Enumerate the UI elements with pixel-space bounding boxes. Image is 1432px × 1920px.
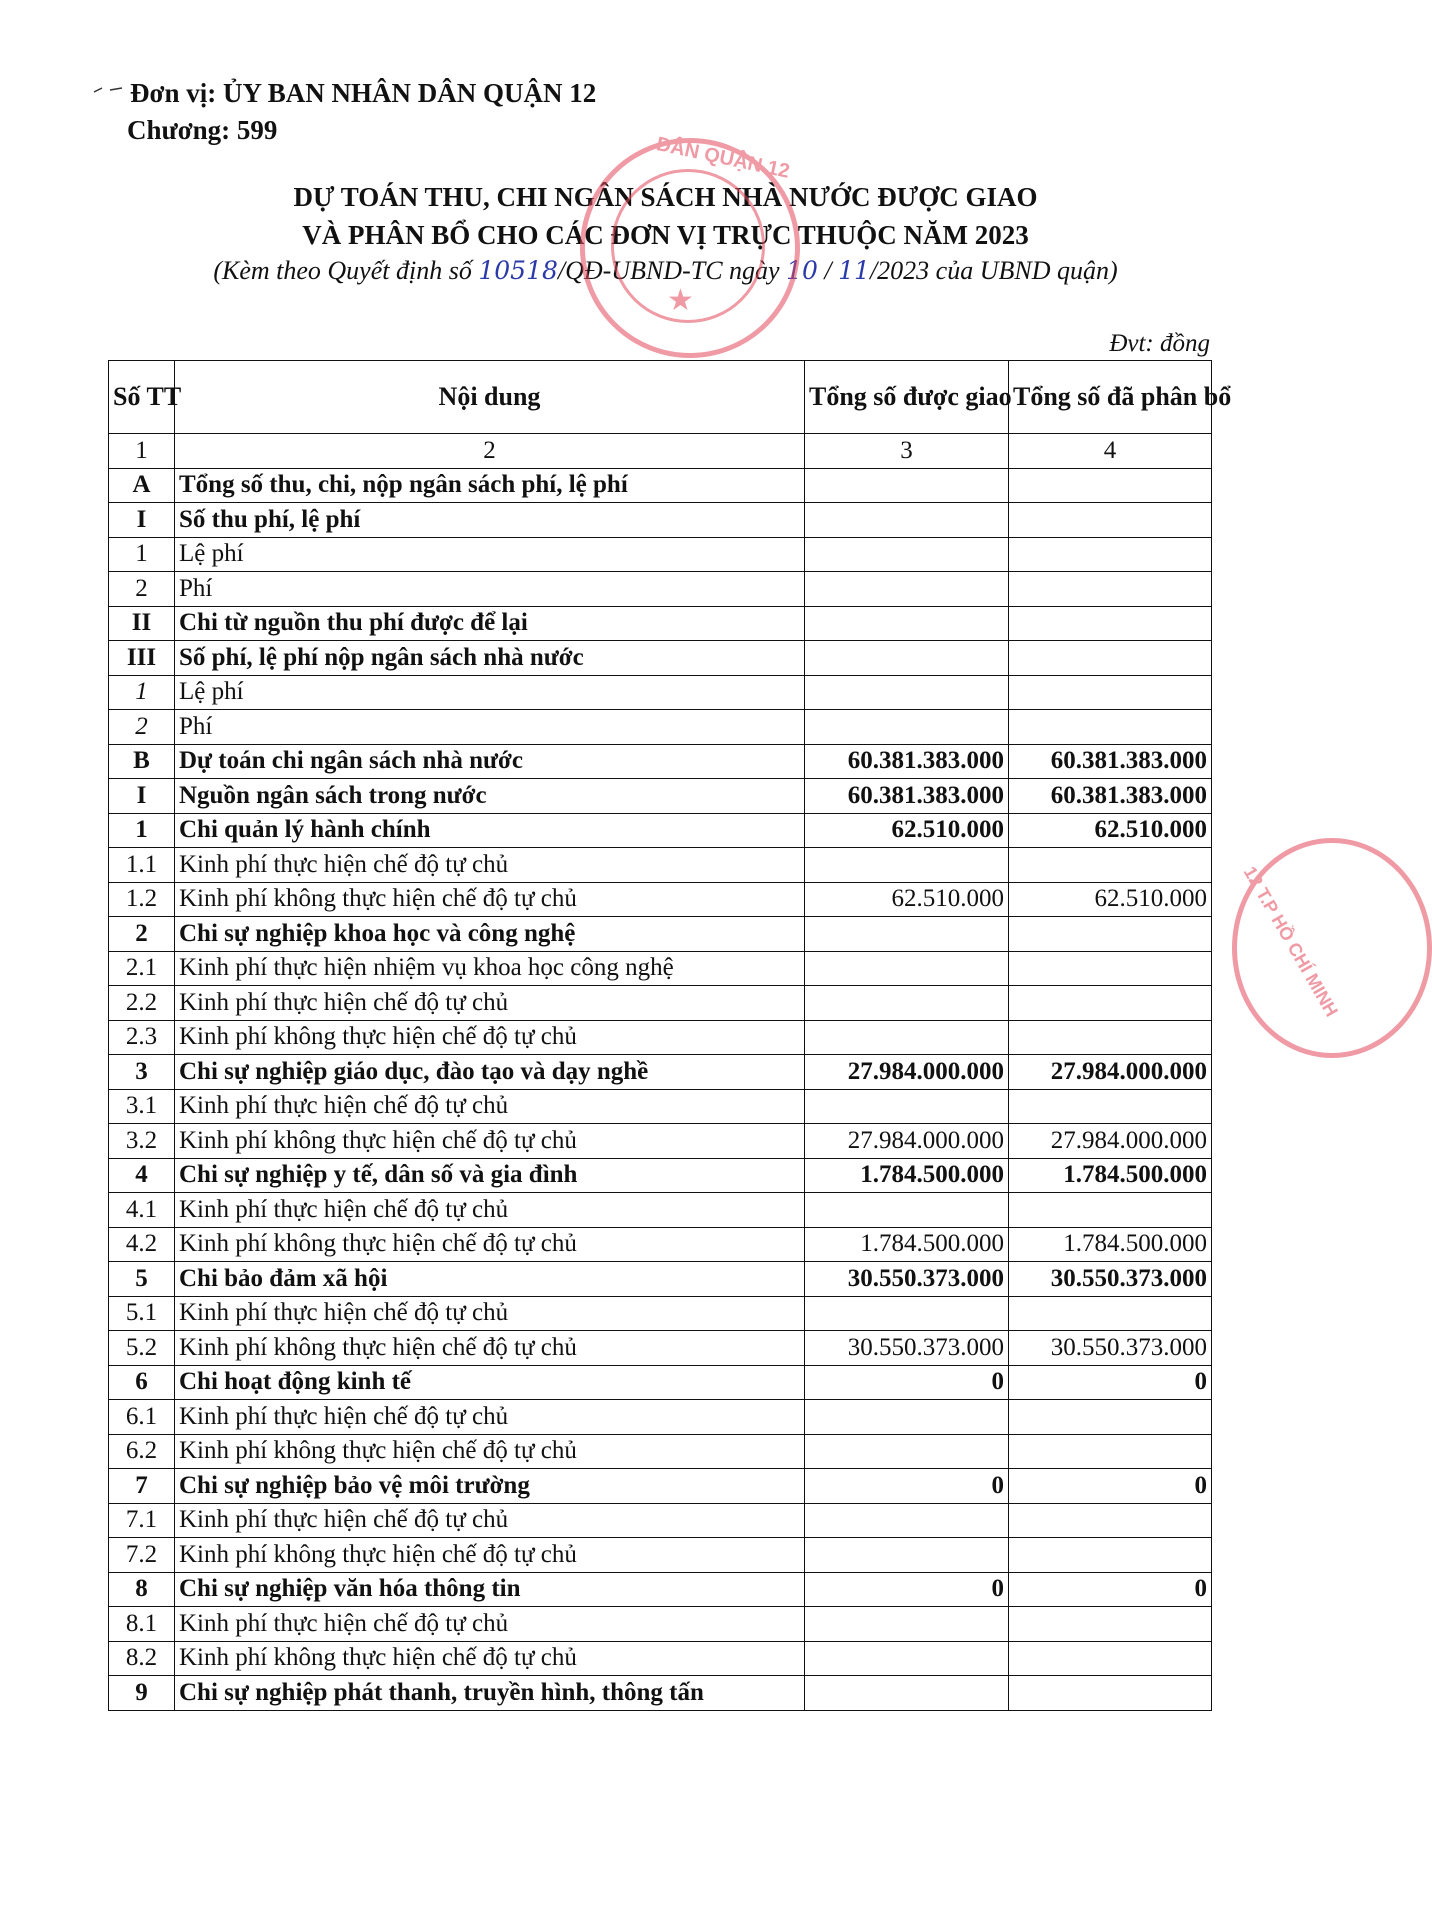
row-assigned-amount xyxy=(805,1503,1009,1538)
row-assigned-amount xyxy=(805,917,1009,952)
row-number-cell: 1 xyxy=(109,537,175,572)
header-allocated: Tổng số đã phân bổ xyxy=(1009,361,1212,434)
row-allocated-amount: 62.510.000 xyxy=(1009,813,1212,848)
table-row xyxy=(109,1434,1212,1469)
row-content-cell: Chi sự nghiệp khoa học và công nghệ xyxy=(175,917,805,952)
decision-day: 10 xyxy=(786,256,818,285)
row-content-cell: Kinh phí không thực hiện chế độ tự chủ xyxy=(175,1331,805,1366)
row-content-cell: Chi hoạt động kinh tế xyxy=(175,1365,805,1400)
row-content-cell: Kinh phí không thực hiện chế độ tự chủ xyxy=(175,1227,805,1262)
row-allocated-amount xyxy=(1009,606,1212,641)
row-allocated-amount xyxy=(1009,710,1212,745)
row-number-cell: 4 xyxy=(109,1158,175,1193)
table-row xyxy=(109,813,1212,848)
table-row xyxy=(109,1331,1212,1366)
table-row xyxy=(109,1676,1212,1711)
row-content-cell: Kinh phí thực hiện chế độ tự chủ xyxy=(175,848,805,883)
decision-mid: /QĐ-UBND-TC ngày xyxy=(557,256,787,285)
table-row xyxy=(109,537,1212,572)
row-content-cell: Phí xyxy=(175,710,805,745)
row-allocated-amount xyxy=(1009,1503,1212,1538)
decision-sep: / xyxy=(817,256,839,285)
table-row xyxy=(109,606,1212,641)
row-number-cell: 9 xyxy=(109,1676,175,1711)
row-assigned-amount xyxy=(805,848,1009,883)
row-allocated-amount xyxy=(1009,1089,1212,1124)
row-allocated-amount xyxy=(1009,641,1212,676)
row-allocated-amount: 60.381.383.000 xyxy=(1009,779,1212,814)
row-number-cell: 5.1 xyxy=(109,1296,175,1331)
row-content-cell: Kinh phí thực hiện nhiệm vụ khoa học công nghệ xyxy=(175,951,805,986)
row-allocated-amount: 0 xyxy=(1009,1469,1212,1504)
row-allocated-amount: 1.784.500.000 xyxy=(1009,1227,1212,1262)
row-content-cell: Lệ phí xyxy=(175,537,805,572)
row-number-cell: A xyxy=(109,468,175,503)
official-seal-stamp xyxy=(580,133,800,358)
row-assigned-amount xyxy=(805,675,1009,710)
row-number-cell: 1 xyxy=(109,675,175,710)
row-content-cell: Số phí, lệ phí nộp ngân sách nhà nước xyxy=(175,641,805,676)
row-assigned-amount xyxy=(805,986,1009,1021)
row-allocated-amount xyxy=(1009,1607,1212,1642)
row-content-cell: Kinh phí không thực hiện chế độ tự chủ xyxy=(175,1434,805,1469)
row-number-cell: 6 xyxy=(109,1365,175,1400)
row-allocated-amount: 0 xyxy=(1009,1365,1212,1400)
row-allocated-amount xyxy=(1009,1020,1212,1055)
table-row xyxy=(109,1020,1212,1055)
row-allocated-amount: 27.984.000.000 xyxy=(1009,1124,1212,1159)
decision-prefix: (Kèm theo Quyết định số xyxy=(213,256,479,285)
row-number-cell: 4.2 xyxy=(109,1227,175,1262)
row-assigned-amount xyxy=(805,1089,1009,1124)
table-row xyxy=(109,1607,1212,1642)
row-content-cell: Kinh phí không thực hiện chế độ tự chủ xyxy=(175,1538,805,1573)
row-number-cell: 2 xyxy=(109,917,175,952)
row-assigned-amount xyxy=(805,710,1009,745)
row-number-cell: 7.2 xyxy=(109,1538,175,1573)
table-row xyxy=(109,503,1212,538)
row-allocated-amount xyxy=(1009,1641,1212,1676)
row-content-cell: Chi bảo đảm xã hội xyxy=(175,1262,805,1297)
row-assigned-amount xyxy=(805,1676,1009,1711)
row-content-cell: Lệ phí xyxy=(175,675,805,710)
table-row xyxy=(109,1193,1212,1228)
row-content-cell: Chi từ nguồn thu phí được để lại xyxy=(175,606,805,641)
table-row xyxy=(109,1400,1212,1435)
table-row xyxy=(109,468,1212,503)
row-assigned-amount xyxy=(805,606,1009,641)
row-number-cell: II xyxy=(109,606,175,641)
table-row xyxy=(109,1262,1212,1297)
row-content-cell: Phí xyxy=(175,572,805,607)
row-allocated-amount: 60.381.383.000 xyxy=(1009,744,1212,779)
row-number-cell: 6.1 xyxy=(109,1400,175,1435)
table-row xyxy=(109,572,1212,607)
row-allocated-amount xyxy=(1009,1296,1212,1331)
row-content-cell: Kinh phí không thực hiện chế độ tự chủ xyxy=(175,1641,805,1676)
row-assigned-amount: 0 xyxy=(805,1365,1009,1400)
row-assigned-amount: 1.784.500.000 xyxy=(805,1227,1009,1262)
row-assigned-amount xyxy=(805,1607,1009,1642)
row-assigned-amount: 30.550.373.000 xyxy=(805,1262,1009,1297)
row-number-cell: 7 xyxy=(109,1469,175,1504)
row-allocated-amount xyxy=(1009,572,1212,607)
row-content-cell: Kinh phí thực hiện chế độ tự chủ xyxy=(175,1607,805,1642)
row-number-cell: 7.1 xyxy=(109,1503,175,1538)
budget-table-body xyxy=(109,468,1212,1710)
row-allocated-amount xyxy=(1009,675,1212,710)
header-content: Nội dung xyxy=(175,361,805,434)
row-number-cell: I xyxy=(109,503,175,538)
row-allocated-amount: 1.784.500.000 xyxy=(1009,1158,1212,1193)
row-allocated-amount: 27.984.000.000 xyxy=(1009,1055,1212,1090)
row-allocated-amount xyxy=(1009,1538,1212,1573)
budget-table xyxy=(108,360,1232,1711)
row-assigned-amount: 0 xyxy=(805,1469,1009,1504)
row-number-cell: 2.3 xyxy=(109,1020,175,1055)
row-number-cell: 8 xyxy=(109,1572,175,1607)
table-row xyxy=(109,1055,1212,1090)
row-assigned-amount: 27.984.000.000 xyxy=(805,1055,1009,1090)
row-allocated-amount xyxy=(1009,1434,1212,1469)
row-content-cell: Kinh phí thực hiện chế độ tự chủ xyxy=(175,1296,805,1331)
row-assigned-amount: 60.381.383.000 xyxy=(805,744,1009,779)
table-row xyxy=(109,951,1212,986)
row-assigned-amount: 27.984.000.000 xyxy=(805,1124,1009,1159)
row-content-cell: Kinh phí thực hiện chế độ tự chủ xyxy=(175,1503,805,1538)
row-allocated-amount xyxy=(1009,503,1212,538)
row-assigned-amount xyxy=(805,1400,1009,1435)
row-content-cell: Chi quản lý hành chính xyxy=(175,813,805,848)
index-cell: 3 xyxy=(805,434,1009,469)
table-row xyxy=(109,1538,1212,1573)
seal-text: DÂN QUẬN 12 xyxy=(654,133,792,183)
row-assigned-amount xyxy=(805,1296,1009,1331)
header-stt: Số TT xyxy=(109,361,175,434)
pen-mark-icon xyxy=(92,80,132,100)
row-content-cell: Kinh phí thực hiện chế độ tự chủ xyxy=(175,1193,805,1228)
row-assigned-amount: 1.784.500.000 xyxy=(805,1158,1009,1193)
row-number-cell: 5.2 xyxy=(109,1331,175,1366)
row-number-cell: 3.1 xyxy=(109,1089,175,1124)
row-content-cell: Nguồn ngân sách trong nước xyxy=(175,779,805,814)
row-assigned-amount xyxy=(805,572,1009,607)
table-row xyxy=(109,744,1212,779)
row-assigned-amount xyxy=(805,1538,1009,1573)
row-content-cell: Kinh phí thực hiện chế độ tự chủ xyxy=(175,986,805,1021)
row-number-cell: 3.2 xyxy=(109,1124,175,1159)
row-assigned-amount: 30.550.373.000 xyxy=(805,1331,1009,1366)
row-number-cell: 1.2 xyxy=(109,882,175,917)
row-content-cell: Chi sự nghiệp bảo vệ môi trường xyxy=(175,1469,805,1504)
table-row xyxy=(109,1641,1212,1676)
row-number-cell: 2.1 xyxy=(109,951,175,986)
row-assigned-amount xyxy=(805,468,1009,503)
document-title-line1: DỰ TOÁN THU, CHI NGÂN SÁCH NHÀ NƯỚC ĐƯỢC GIAO xyxy=(293,182,1038,212)
row-assigned-amount xyxy=(805,1020,1009,1055)
row-assigned-amount xyxy=(805,537,1009,572)
row-allocated-amount xyxy=(1009,986,1212,1021)
row-content-cell: Số thu phí, lệ phí xyxy=(175,503,805,538)
row-allocated-amount xyxy=(1009,848,1212,883)
row-content-cell: Chi sự nghiệp phát thanh, truyền hình, thông tấn xyxy=(175,1676,805,1711)
row-allocated-amount: 30.550.373.000 xyxy=(1009,1331,1212,1366)
row-number-cell: 3 xyxy=(109,1055,175,1090)
decision-suffix: /2023 của UBND quận) xyxy=(869,256,1118,285)
row-allocated-amount xyxy=(1009,1193,1212,1228)
row-number-cell: 1.1 xyxy=(109,848,175,883)
row-allocated-amount xyxy=(1009,1676,1212,1711)
row-content-cell: Dự toán chi ngân sách nhà nước xyxy=(175,744,805,779)
issuing-unit: Đơn vị: ỦY BAN NHÂN DÂN QUẬN 12 xyxy=(130,78,597,108)
table-row xyxy=(109,1227,1212,1262)
table-row xyxy=(109,1503,1212,1538)
row-allocated-amount xyxy=(1009,917,1212,952)
row-content-cell: Kinh phí không thực hiện chế độ tự chủ xyxy=(175,1020,805,1055)
row-number-cell: I xyxy=(109,779,175,814)
index-cell: 2 xyxy=(175,434,805,469)
row-number-cell: 6.2 xyxy=(109,1434,175,1469)
row-number-cell: 2.2 xyxy=(109,986,175,1021)
row-allocated-amount: 62.510.000 xyxy=(1009,882,1212,917)
row-allocated-amount xyxy=(1009,468,1212,503)
index-cell: 4 xyxy=(1009,434,1212,469)
side-seal-stamp xyxy=(1232,838,1432,1058)
row-allocated-amount: 0 xyxy=(1009,1572,1212,1607)
row-content-cell: Kinh phí thực hiện chế độ tự chủ xyxy=(175,1400,805,1435)
side-seal-text: 12 T.P HỒ CHÍ MINH xyxy=(1239,863,1342,1020)
currency-unit-note: Đvt: đồng xyxy=(1109,330,1210,357)
row-assigned-amount: 62.510.000 xyxy=(805,882,1009,917)
row-assigned-amount xyxy=(805,1193,1009,1228)
row-content-cell: Chi sự nghiệp giáo dục, đào tạo và dạy nghề xyxy=(175,1055,805,1090)
table-row xyxy=(109,1365,1212,1400)
row-assigned-amount xyxy=(805,503,1009,538)
document-title-line2: VÀ PHÂN BỔ CHO CÁC ĐƠN VỊ TRỰC THUỘC NĂM 2023 xyxy=(302,220,1029,250)
table-row xyxy=(109,1089,1212,1124)
row-allocated-amount: 30.550.373.000 xyxy=(1009,1262,1212,1297)
row-number-cell: 1 xyxy=(109,813,175,848)
table-row xyxy=(109,710,1212,745)
table-row xyxy=(109,848,1212,883)
table-row xyxy=(109,779,1212,814)
row-allocated-amount xyxy=(1009,1400,1212,1435)
row-assigned-amount xyxy=(805,951,1009,986)
row-number-cell: 2 xyxy=(109,710,175,745)
table-row xyxy=(109,1158,1212,1193)
decision-number: 10518 xyxy=(478,256,558,285)
decision-month: 11 xyxy=(838,256,870,285)
table-row xyxy=(109,986,1212,1021)
row-number-cell: 4.1 xyxy=(109,1193,175,1228)
row-number-cell: 5 xyxy=(109,1262,175,1297)
row-assigned-amount xyxy=(805,1641,1009,1676)
column-index-row xyxy=(109,434,1212,469)
row-content-cell: Kinh phí không thực hiện chế độ tự chủ xyxy=(175,882,805,917)
row-allocated-amount xyxy=(1009,537,1212,572)
table-row xyxy=(109,1572,1212,1607)
table-row xyxy=(109,675,1212,710)
star-icon: ★ xyxy=(667,284,694,317)
table-row xyxy=(109,917,1212,952)
table-row xyxy=(109,1469,1212,1504)
row-content-cell: Chi sự nghiệp văn hóa thông tin xyxy=(175,1572,805,1607)
row-number-cell: III xyxy=(109,641,175,676)
row-allocated-amount xyxy=(1009,951,1212,986)
row-assigned-amount xyxy=(805,641,1009,676)
row-assigned-amount: 0 xyxy=(805,1572,1009,1607)
row-number-cell: 2 xyxy=(109,572,175,607)
index-cell: 1 xyxy=(109,434,175,469)
table-row xyxy=(109,1296,1212,1331)
table-row xyxy=(109,641,1212,676)
row-content-cell: Chi sự nghiệp y tế, dân số và gia đình xyxy=(175,1158,805,1193)
table-header-row xyxy=(109,361,1212,434)
chapter-code: Chương: 599 xyxy=(127,115,278,145)
row-number-cell: B xyxy=(109,744,175,779)
row-assigned-amount: 62.510.000 xyxy=(805,813,1009,848)
row-content-cell: Kinh phí không thực hiện chế độ tự chủ xyxy=(175,1124,805,1159)
row-content-cell: Tổng số thu, chi, nộp ngân sách phí, lệ phí xyxy=(175,468,805,503)
row-assigned-amount xyxy=(805,1434,1009,1469)
header-assigned: Tổng số được giao xyxy=(805,361,1009,434)
table-row xyxy=(109,1124,1212,1159)
row-assigned-amount: 60.381.383.000 xyxy=(805,779,1009,814)
row-number-cell: 8.1 xyxy=(109,1607,175,1642)
row-number-cell: 8.2 xyxy=(109,1641,175,1676)
table-row xyxy=(109,882,1212,917)
row-content-cell: Kinh phí thực hiện chế độ tự chủ xyxy=(175,1089,805,1124)
